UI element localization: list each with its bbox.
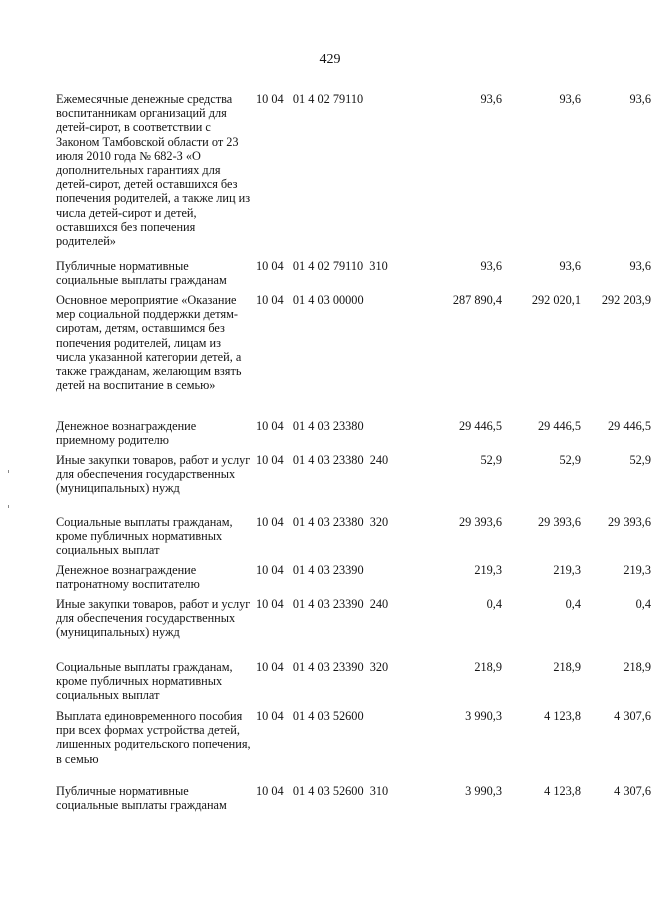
row-value-1: 219,3 <box>474 563 502 577</box>
row-description: Денежное вознаграждение приемному родителю <box>56 419 197 448</box>
row-codes: 10 04 01 4 02 79110 <box>256 92 364 106</box>
row-codes: 10 04 01 4 03 23390 320 <box>256 660 389 674</box>
row-value-3: 4 307,6 <box>614 709 651 723</box>
edge-mark <box>8 505 9 508</box>
row-description: Иные закупки товаров, работ и услуг для обеспечения государственных (муниципальных) нужд <box>56 453 251 496</box>
row-value-2: 219,3 <box>553 563 581 577</box>
row-value-2: 218,9 <box>553 660 581 674</box>
row-description: Денежное вознаграждение патронатному воспитателю <box>56 563 200 592</box>
row-value-1: 218,9 <box>474 660 502 674</box>
row-value-3: 0,4 <box>635 597 651 611</box>
row-codes: 10 04 01 4 03 52600 310 <box>256 784 389 798</box>
row-value-2: 292 020,1 <box>531 293 581 307</box>
row-value-1: 0,4 <box>486 597 502 611</box>
row-value-3: 292 203,9 <box>601 293 651 307</box>
row-codes: 10 04 01 4 03 23390 240 <box>256 597 389 611</box>
row-value-2: 29 393,6 <box>537 515 581 529</box>
row-value-1: 3 990,3 <box>465 784 502 798</box>
row-value-3: 29 446,5 <box>607 419 651 433</box>
row-value-3: 52,9 <box>629 453 651 467</box>
page-number: 429 <box>319 52 341 67</box>
row-description: Публичные нормативные социальные выплаты гражданам <box>56 784 227 813</box>
row-value-2: 4 123,8 <box>544 784 581 798</box>
row-value-1: 29 446,5 <box>458 419 502 433</box>
row-description: Публичные нормативные социальные выплаты гражданам <box>56 259 227 288</box>
row-value-3: 4 307,6 <box>614 784 651 798</box>
row-description: Социальные выплаты гражданам, кроме публичных нормативных социальных выплат <box>56 515 233 558</box>
row-codes: 10 04 01 4 02 79110 310 <box>256 259 388 273</box>
row-description: Основное мероприятие «Оказание мер социальной поддержки детям-сиротам, детям, оставшимся без попечения родителей, лицам из числа указанной категории детей, а также гражданам, желающим взять детей на воспитание в семью» <box>56 293 242 393</box>
row-value-2: 29 446,5 <box>537 419 581 433</box>
row-value-2: 93,6 <box>559 92 581 106</box>
row-value-2: 52,9 <box>559 453 581 467</box>
row-value-2: 0,4 <box>565 597 581 611</box>
row-value-1: 52,9 <box>480 453 502 467</box>
row-value-3: 93,6 <box>629 92 651 106</box>
row-description: Социальные выплаты гражданам, кроме публичных нормативных социальных выплат <box>56 660 233 703</box>
row-codes: 10 04 01 4 03 00000 <box>256 293 364 307</box>
row-value-1: 3 990,3 <box>465 709 502 723</box>
edge-mark <box>8 470 9 473</box>
row-value-3: 29 393,6 <box>607 515 651 529</box>
row-codes: 10 04 01 4 03 52600 <box>256 709 364 723</box>
row-value-1: 287 890,4 <box>452 293 502 307</box>
row-codes: 10 04 01 4 03 23390 <box>256 563 364 577</box>
row-value-1: 93,6 <box>480 92 502 106</box>
row-value-3: 93,6 <box>629 259 651 273</box>
row-description: Иные закупки товаров, работ и услуг для обеспечения государственных (муниципальных) нужд <box>56 597 251 640</box>
row-codes: 10 04 01 4 03 23380 320 <box>256 515 389 529</box>
row-value-2: 93,6 <box>559 259 581 273</box>
row-value-1: 93,6 <box>480 259 502 273</box>
row-description: Ежемесячные денежные средства воспитанникам организаций для детей-сирот, в соответствии с Законом Тамбовской области от 23 июля 2010 года № 682-З «О дополнительных гарантиях для детей-сирот, детей оставшихся без попечения родителей, а также лиц из числа детей-сирот и детей, оставшихся без попечения родителей» <box>56 92 251 249</box>
row-codes: 10 04 01 4 03 23380 <box>256 419 364 433</box>
row-value-1: 29 393,6 <box>458 515 502 529</box>
row-description: Выплата единовременного пособия при всех формах устройства детей, лишенных родительского попечения, в семью <box>56 709 251 766</box>
row-value-3: 219,3 <box>623 563 651 577</box>
row-value-3: 218,9 <box>623 660 651 674</box>
row-value-2: 4 123,8 <box>544 709 581 723</box>
row-codes: 10 04 01 4 03 23380 240 <box>256 453 389 467</box>
